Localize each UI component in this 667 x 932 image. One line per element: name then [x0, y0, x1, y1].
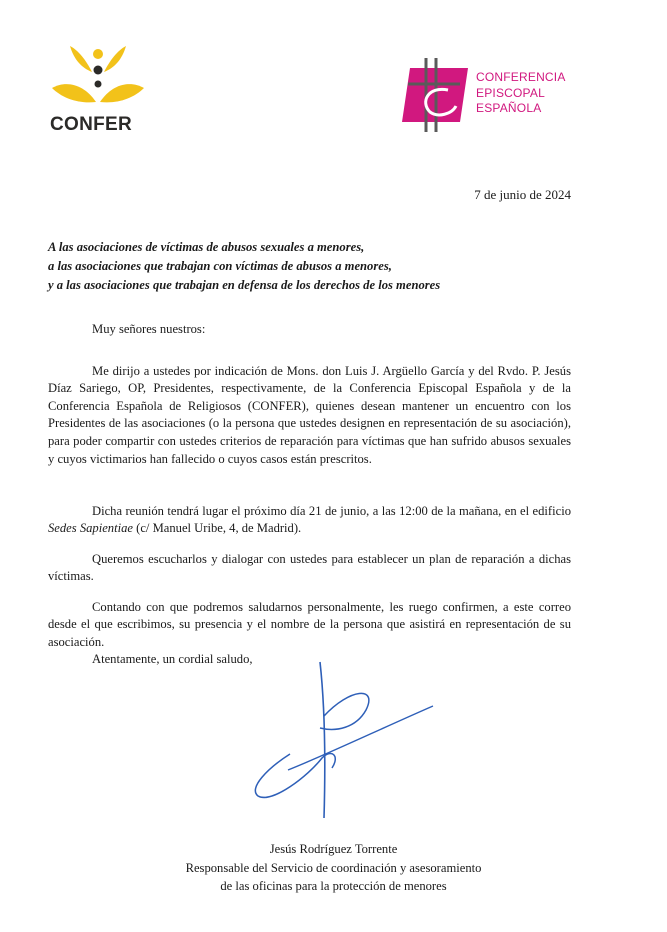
- recipient-line-2: a las asociaciones que trabajan con víctimas de abusos a menores,: [48, 259, 392, 273]
- signer-role-line-1: Responsable del Servicio de coordinación y asesoramiento: [185, 860, 482, 875]
- paragraph-2: [48, 503, 571, 538]
- cee-cross-icon: [398, 56, 472, 136]
- cee-logo: [398, 56, 638, 136]
- paragraph-2-text-a: Dicha reunión tendrá lugar el próximo día 21 de junio, a las 12:00 de la mañana, en el edificio: [92, 503, 571, 518]
- cee-line-1: CONFERENCIA: [476, 70, 566, 84]
- closing: Atentamente, un cordial saludo,: [92, 652, 253, 666]
- confer-emblem-icon: [48, 40, 148, 118]
- cee-line-2: EPISCOPAL: [476, 85, 545, 100]
- letter-date: 7 de junio de 2024: [474, 187, 571, 202]
- recipients-block: [48, 238, 588, 295]
- handwritten-signature: [228, 658, 438, 828]
- recipient-line-3: y a las asociaciones que trabajan en defensa de los derechos de los menores: [48, 278, 441, 292]
- paragraph-1: Me dirijo a ustedes por indicación de Mons. don Luis J. Argüello García y del Rvdo. P. Jesús Díaz Sariego, OP, Presidentes, respectivamente, de la Conferencia Episcopal Española y de la Conferencia Española de Religiosos (CONFER), quienes desean mantener un encuentro con los Presidentes de las asociaciones (o la persona que ustedes designen en representación de su asociación), para poder compartir con ustedes criterios de reparación para víctimas que han sufrido abusos sexuales y cuyos victimarios han fallecido o cuyos casos están prescritos.: [48, 363, 571, 466]
- recipient-line-1: A las asociaciones de víctimas de abusos sexuales a menores,: [48, 240, 365, 254]
- signer-block: [0, 840, 667, 896]
- salutation: Muy señores nuestros:: [92, 322, 206, 336]
- cee-line-3: ESPAÑOLA: [476, 101, 542, 115]
- paragraph-4: Contando con que podremos saludarnos personalmente, les ruego confirmen, a este correo desde el que escribimos, su presencia y el nombre de la persona que asistirá en representación de su asociación.: [48, 599, 571, 649]
- paragraph-2-text-b: (c/ Manuel Uribe, 4, de Madrid).: [132, 521, 302, 536]
- signer-name: Jesús Rodríguez Torrente: [269, 842, 398, 856]
- confer-logo: [48, 40, 148, 140]
- paragraph-3: Queremos escucharlos y dialogar con ustedes para establecer un plan de reparación a dichas víctimas.: [48, 551, 571, 584]
- cee-name: [476, 70, 566, 117]
- signer-role-line-2: de las oficinas para la protección de menores: [220, 879, 447, 893]
- confer-name: CONFER: [50, 114, 133, 135]
- building-name: Sedes Sapientiae: [48, 521, 133, 536]
